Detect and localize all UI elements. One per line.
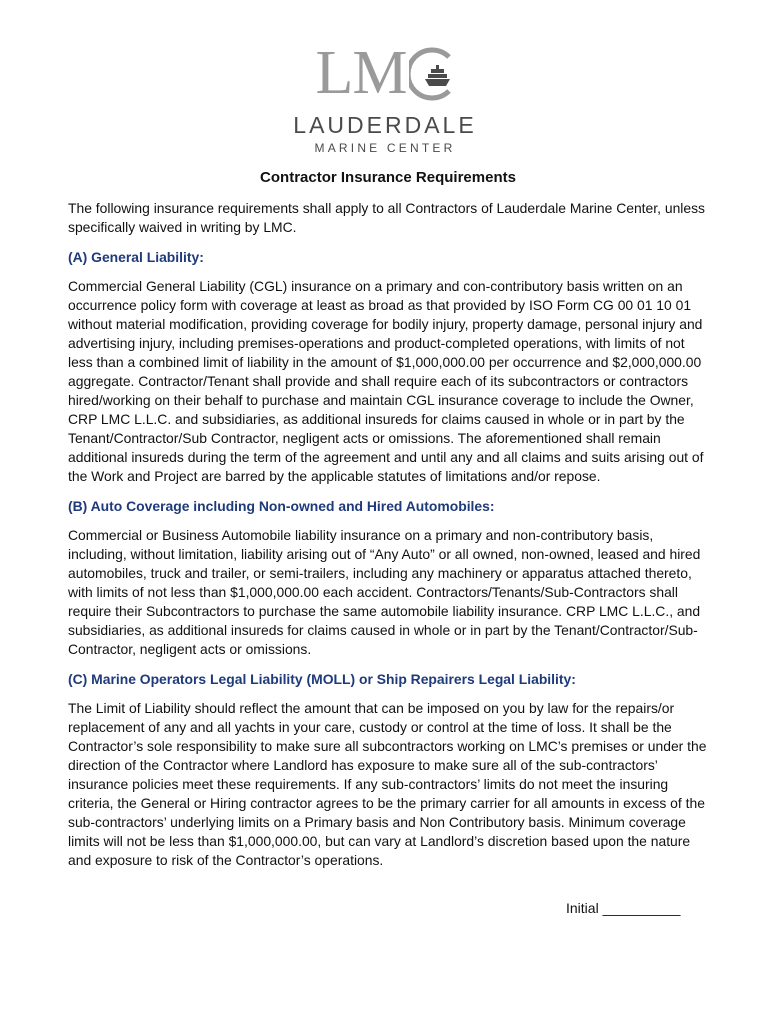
section-c-body: The Limit of Liability should reflect the amount that can be imposed on you by law for the repairs/or replacement of any and all yachts in your care, custody or control at the time of loss. It shall be the Contractor’s sole responsibility to make sure all subcontractors working on LMC’s premises or under the direction of the Contractor where Landlord has exposure to make sure all of the sub-contractors’ insurance policies meet these requirements. If any sub-contractors’ limits do not meet the insuring criteria, the General or Hiring contractor agrees to be the primary carrier for all amounts in excess of the sub-contractors’ underlying limits on a Primary basis and Non Contributory basis. Minimum coverage limits will not be less than $1,000,000.00, but can vary at Landlord’s discretion based upon the nature and exposure to risk of the Contractor’s operations. [68,700,707,868]
logo-letters: LM [315,39,407,107]
section-c-heading: (C) Marine Operators Legal Liability (MOLL) or Ship Repairers Legal Liability: [68,671,576,687]
section-a-body: Commercial General Liability (CGL) insurance on a primary and con-contributory basis written on an occurrence policy form with coverage at least as broad as that provided by ISO Form CG 00 01 10 01 without material modification, providing coverage for bodily injury, property damage, personal injury and advertising injury, including premises-operations and product-completed operations, with limits of not less than a combined limit of liability in the amount of $1,000,000.00 per occurrence and $2,000,000.00 aggregate. Contractor/Tenant shall provide and shall require each of its subcontractors or contractors hired/working on their behalf to purchase and maintain CGL insurance coverage to include the Owner, CRP LMC L.L.C. and subsidiaries, as additional insureds for claims caused in whole or in part by the Tenant/Contractor/Sub Contractor, negligent acts or omissions. The aforementioned shall remain additional insureds during the term of the agreement and until any and all claims and suits arising out of the Work and Project are barred by the applicable statutes of limitations and/or repose. [68,278,704,484]
company-logo [0,40,770,156]
section-b-heading: (B) Auto Coverage including Non-owned and Hired Automobiles: [68,498,495,514]
document-body [68,168,708,881]
logo-mark [316,40,455,106]
logo-company-subtitle: MARINE CENTER [314,141,456,155]
document-title: Contractor Insurance Requirements [260,169,516,186]
intro-paragraph: The following insurance requirements shall apply to all Contractors of Lauderdale Marine Center, unless specifically waived in writing by LMC. [68,200,705,235]
section-a-heading: (A) General Liability: [68,249,204,265]
section-b-body: Commercial or Business Automobile liability insurance on a primary and non-contributory basis, including, without limitation, liability arising out of “Any Auto” or all owned, non-owned, leased and hired automobiles, truck and trailer, or semi-trailers, including any machinery or apparatus attached thereto, with limits of not less than $1,000,000.00 each accident. Contractors/Tenants/Sub-Contractors shall require their Subcontractors to purchase the same automobile liability insurance. CRP LMC L.L.C., and subsidiaries, as additional insureds for claims caused in whole or in part by the Tenant/Contractor/Sub-Contractor, negligent acts or omissions. [68,527,701,657]
logo-company-name: LAUDERDALE [293,112,477,138]
logo-c-ship-icon [409,43,455,103]
initial-line[interactable]: Initial __________ [566,900,681,916]
